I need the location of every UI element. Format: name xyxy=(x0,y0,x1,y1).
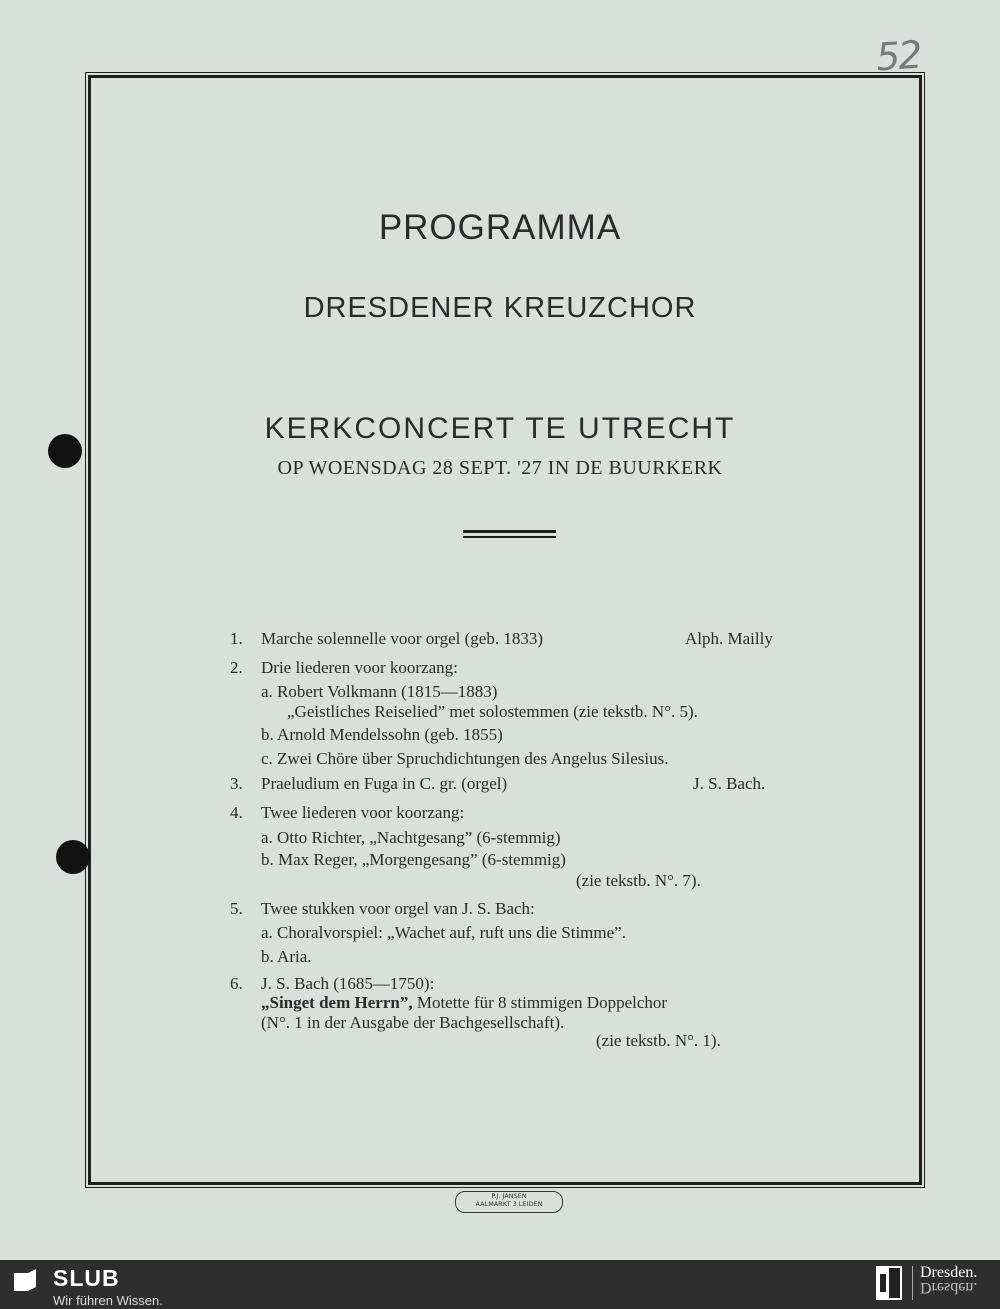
item-number: 6. xyxy=(230,974,243,993)
item-text: Twee liederen voor koorzang: xyxy=(261,803,465,822)
printer-name: P.J. JANSEN xyxy=(491,1192,527,1200)
item-number: 5. xyxy=(230,899,243,918)
punch-hole-bottom xyxy=(56,840,90,874)
item-composer: Alph. Mailly xyxy=(685,629,773,648)
slub-tagline: Wir führen Wissen. xyxy=(53,1293,163,1308)
printer-address: AALMARKT 3 LEIDEN xyxy=(475,1200,543,1208)
dresden-crest-icon[interactable] xyxy=(876,1266,902,1300)
program-title: PROGRAMMA xyxy=(378,208,622,247)
viewer-footer xyxy=(0,1260,1000,1309)
footer-separator xyxy=(912,1266,913,1300)
item-number: 2. xyxy=(230,658,243,677)
dresden-wordmark-reflection: Dresden. xyxy=(920,1279,978,1296)
subitem-text: c. Zwei Chöre über Spruchdichtungen des Angelus Silesius. xyxy=(261,749,669,768)
item-text: Twee stukken voor orgel van J. S. Bach: xyxy=(261,899,535,918)
work-description: Motette für 8 stimmigen Doppelchor xyxy=(412,993,668,1012)
subitem-text: (zie tekstb. N°. 7). xyxy=(576,871,701,890)
item-text: Marche solennelle voor orgel (geb. 1833) xyxy=(261,629,543,648)
slub-brand[interactable]: SLUB xyxy=(53,1265,120,1291)
divider-rule-top xyxy=(463,530,556,533)
concert-date-line: OP WOENSDAG 28 SEPT. '27 IN DE BUURKERK xyxy=(277,457,723,479)
slub-logo-icon[interactable] xyxy=(12,1267,38,1293)
subitem-text: (zie tekstb. N°. 1). xyxy=(596,1031,721,1050)
item-number: 1. xyxy=(230,629,243,648)
subitem-text: b. Max Reger, „Morgengesang” (6-stemmig) xyxy=(261,850,566,869)
subitem-text: a. Choralvorspiel: „Wachet auf, ruft uns die Stimme”. xyxy=(261,923,626,942)
item-text: Drie liederen voor koorzang: xyxy=(261,658,458,677)
item-composer: J. S. Bach. xyxy=(693,774,766,793)
divider-rule-bottom xyxy=(463,536,556,538)
handwritten-note: 52 xyxy=(874,32,922,80)
item-text: J. S. Bach (1685—1750): xyxy=(261,974,435,993)
choir-name: DRESDENER KREUZCHOR xyxy=(303,292,697,324)
work-title: „Singet dem Herrn”, xyxy=(261,993,413,1012)
item-text: Praeludium en Fuga in C. gr. (orgel) xyxy=(261,774,508,793)
subitem-text: b. Aria. xyxy=(261,947,312,966)
concert-title: KERKCONCERT TE UTRECHT xyxy=(264,412,736,445)
dresden-wordmark[interactable]: Dresden. xyxy=(920,1264,978,1281)
item-number: 3. xyxy=(230,774,243,793)
subitem-text: (N°. 1 in der Ausgabe der Bachgesellschaft). xyxy=(261,1013,565,1032)
printer-stamp xyxy=(455,1191,563,1213)
subitem-text: a. Robert Volkmann (1815—1883) xyxy=(261,682,498,701)
subitem-text: b. Arnold Mendelssohn (geb. 1855) xyxy=(261,725,503,744)
item-number: 4. xyxy=(230,803,243,822)
subitem-text: „Geistliches Reiselied” met solostemmen (zie tekstb. N°. 5). xyxy=(287,702,698,721)
subitem-text: a. Otto Richter, „Nachtgesang” (6-stemmig) xyxy=(261,828,561,847)
subitem-text xyxy=(261,992,667,1014)
